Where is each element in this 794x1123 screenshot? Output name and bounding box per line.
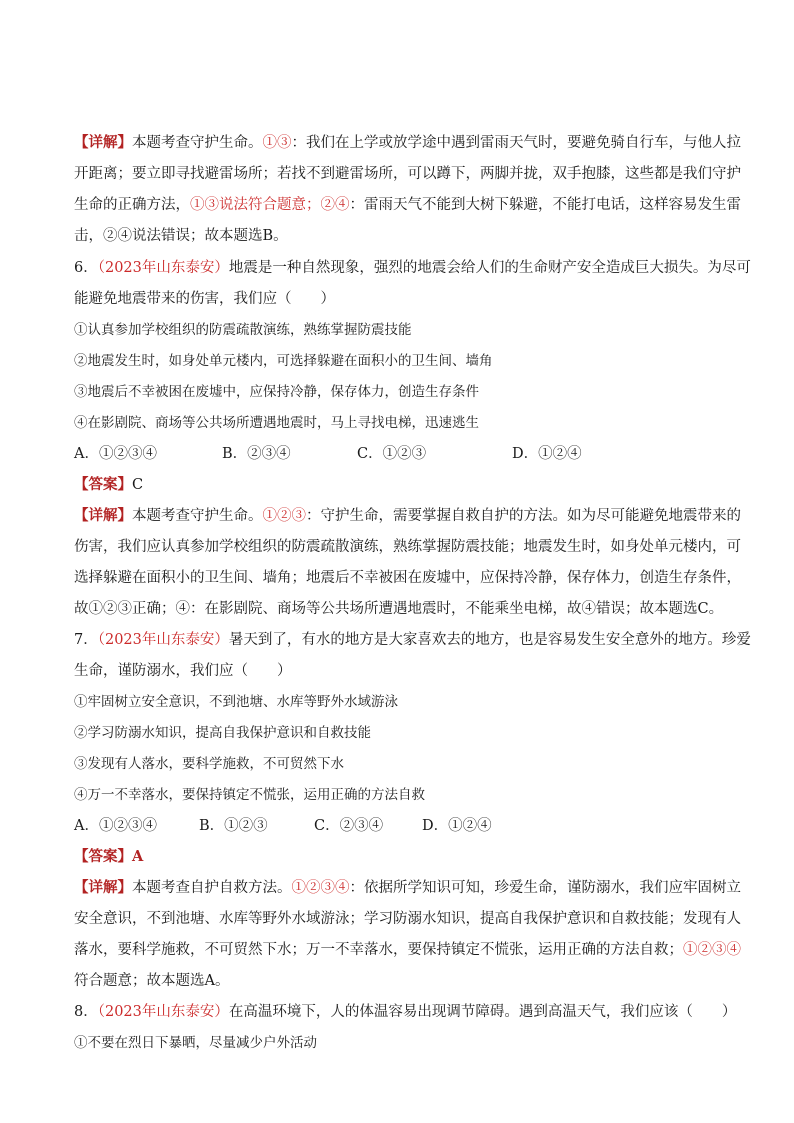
q7-item-4: ④万一不幸落水，要保持镇定不慌张，运用正确的方法自救 <box>74 787 425 803</box>
option-b: B．①②③ <box>199 818 268 834</box>
q7-stem-line-1: 7．（2023年山东泰安）暑天到了，有水的地方是大家喜欢去的地方，也是容易发生安全意外的地方。珍爱 <box>74 632 751 648</box>
question-number: 7． <box>74 632 98 648</box>
option-b: B．②③④ <box>222 446 291 462</box>
option-d: D．①②④ <box>512 446 582 462</box>
q6-item-3: ③地震后不幸被困在废墟中，应保持冷静，保存体力，创造生存条件 <box>74 384 479 400</box>
q6-item-2: ②地震发生时，如身处单元楼内，可选择躲避在面积小的卫生间、墙角 <box>74 353 493 369</box>
q7-detail-line-1: 【详解】本题考查自护自救方法。①②③④：依据所学知识可知，珍爱生命，谨防溺水，我们应牢固树立 <box>74 879 741 896</box>
detail-tag: 【详解】 <box>74 507 132 524</box>
q7-answer <box>74 847 734 867</box>
q6-answer <box>74 475 734 495</box>
q6-item-1: ①认真参加学校组织的防震疏散演练，熟练掌握防震技能 <box>74 322 412 338</box>
answer-tag: 【答案】 <box>74 476 132 493</box>
q7-detail-line-2: 安全意识，不到池塘、水库等野外水域游泳；学习防溺水知识，提高自我保护意识和自救技能；发现有人 <box>74 911 741 927</box>
answer-tag: 【答案】 <box>74 848 132 865</box>
answer-value: C <box>132 477 144 493</box>
q8-stem-line-1: 8．（2023年山东泰安）在高温环境下，人的体温容易出现调节障碍。遇到高温天气，我们应该（ ） <box>74 1004 737 1020</box>
q6-detail-line-1: 【详解】本题考查守护生命。①②③：守护生命，需要掌握自救自护的方法。如为尽可能避免地震带来的 <box>74 507 741 524</box>
q5-detail-line-2: 开距离；要立即寻找避雷场所；若找不到避雷场所，可以蹲下，两脚并拢，双手抱膝，这些都是我们守护 <box>74 166 741 182</box>
detail-tag: 【详解】 <box>74 134 132 151</box>
q6-stem-line-2: 能避免地震带来的伤害，我们应（ ） <box>74 291 335 307</box>
q7-detail-line-3: 落水，要科学施救，不可贸然下水；万一不幸落水，要保持镇定不慌张，运用正确的方法自救；①②③④ <box>74 942 741 958</box>
q6-detail-line-4: 故①②③正确；④：在影剧院、商场等公共场所遭遇地震时，不能乘坐电梯，故④错误；故本题选C。 <box>74 601 724 617</box>
question-number: 8． <box>74 1004 98 1020</box>
q6-detail-line-2: 伤害，我们应认真参加学校组织的防震疏散演练，熟练掌握防震技能；地震发生时，如身处单元楼内，可 <box>74 539 741 555</box>
option-c: C．①②③ <box>357 446 427 462</box>
option-a: A．①②③④ <box>74 818 157 834</box>
q8-item-1: ①不要在烈日下暴晒，尽量减少户外活动 <box>74 1035 317 1051</box>
q7-item-3: ③发现有人落水，要科学施救，不可贸然下水 <box>74 756 344 772</box>
answer-value: A <box>132 848 144 865</box>
question-source: （2023年山东泰安） <box>97 260 229 276</box>
q6-options <box>74 444 734 464</box>
q5-detail-line-4: 击，②④说法错误；故本题选B。 <box>74 228 288 244</box>
q6-item-4: ④在影剧院、商场等公共场所遭遇地震时，马上寻找电梯，迅速逃生 <box>74 415 479 431</box>
question-source: （2023年山东泰安） <box>97 632 229 648</box>
q7-stem-line-2: 生命，谨防溺水，我们应（ ） <box>74 663 292 679</box>
detail-tag: 【详解】 <box>74 879 132 896</box>
q5-detail-line-1: 【详解】本题考查守护生命。①③：我们在上学或放学途中遇到雷雨天气时，要避免骑自行车，与他人拉 <box>74 134 741 151</box>
q6-detail-line-3: 选择躲避在面积小的卫生间、墙角；地震后不幸被困在废墟中，应保持冷静，保存体力，创造生存条件， <box>74 570 741 586</box>
option-a: A．①②③④ <box>74 446 157 462</box>
question-number: 6． <box>74 260 98 276</box>
option-c: C．②③④ <box>314 818 384 834</box>
q7-item-2: ②学习防溺水知识，提高自我保护意识和自救技能 <box>74 725 371 741</box>
q6-stem-line-1: 6．（2023年山东泰安）地震是一种自然现象，强烈的地震会给人们的生命财产安全造成巨大损失。为尽可 <box>74 260 751 276</box>
option-d: D．①②④ <box>422 818 492 834</box>
question-source: （2023年山东泰安） <box>97 1004 229 1020</box>
q7-item-1: ①牢固树立安全意识，不到池塘、水库等野外水域游泳 <box>74 694 398 710</box>
q5-detail-line-3: 生命的正确方法，①③说法符合题意；②④：雷雨天气不能到大树下躲避，不能打电话，这样容易发生雷 <box>74 197 741 213</box>
q7-options <box>74 816 734 836</box>
q7-detail-line-4: 符合题意；故本题选A。 <box>74 973 230 989</box>
